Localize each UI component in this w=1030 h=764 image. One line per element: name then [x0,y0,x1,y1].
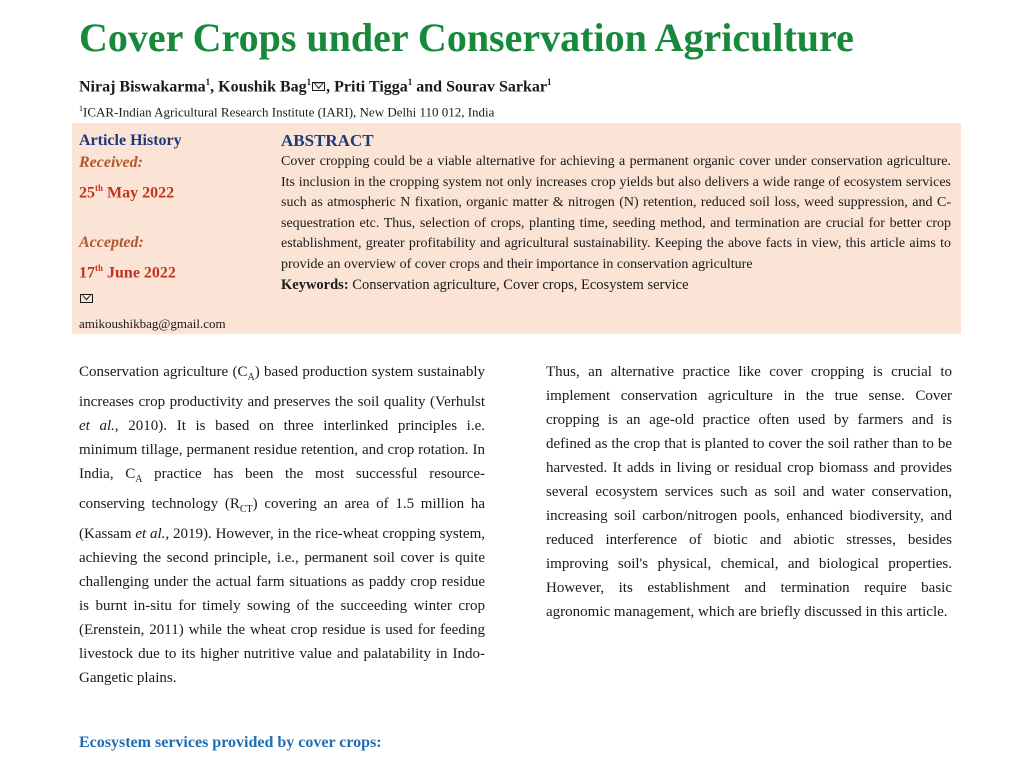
section-heading: Ecosystem services provided by cover crops: [79,734,382,751]
author-affil-sup: 1 [546,77,552,87]
affiliation-sup: 1 [79,104,83,113]
body-column-right: Thus, an alternative practice like cover cropping is crucial to implement conservation agriculture in the true sense. Cover cropping is an age-old practice often used by farmers and is defined as the crop that is planted to cover the soil rather than to be harvested. It adds in living or residual crop biomass and provides several ecosystem services such as soil and water conservation, increasing soil carbon/nitrogen pools, enhanced biodiversity, and reduced interference of biotic and abiotic stresses, besides improving soil's physical, chemical, and biological properties. However, its establishment and termination require basic agronomic management, which are briefly discussed in this article. [546,364,952,620]
abstract-title: ABSTRACT [281,131,374,150]
body-text: Conservation agriculture (C [79,364,248,380]
body-text: practice has been the most successful resource-conserving technology (R [79,466,485,512]
keywords-label: Keywords: [281,277,349,293]
body-column-left [79,360,485,690]
body-text: , 2019). However, in the rice-wheat cropping system, achieving the second principle, i.e., permanent soil cover is quite challenging under the actual farm situations as paddy crop residue is burnt in-situ for timely sowing of the succeeding winter crop (Erenstein, 2011) while the wheat crop residue is used for feeding livestock due to its higher nutritive value and palatability in Indo-Gangetic plains. [79,526,485,686]
article-history [79,130,269,334]
received-date [79,177,269,204]
abstract-text: Cover cropping could be a viable alternative for achieving a permanent organic cover under conservation agriculture. Its inclusion in the cropping system not only increases crop yields but also delivers a wide range of ecosystem services such as atmospheric N fixation, organic matter & nitrogen (N) retention, reduced soil loss, weed suppression, and C-sequestration etc. Thus, selection of crops, planting time, seeding method, and termination are crucial for better crop establishment, greater profitability and agricultural sustainability. Keeping the above facts in view, this article aims to provide an overview of cover crops and their importance in conservation agriculture [281,154,951,272]
accepted-day-suffix: th [95,263,104,274]
subscript: CT [239,504,253,515]
article-title: Cover Crops under Conservation Agriculture [79,15,854,60]
keywords [281,275,951,295]
author-list: Niraj Biswakarma$^1$, Koushik Bag$^1$ , Priti Tigga$^1$ and Sourav Sarkar$^1$ [79,77,552,96]
affiliation [79,98,979,123]
accepted-month-year: June 2022 [107,264,176,282]
author-name: Niraj Biswakarma [79,78,206,96]
subscript: A [247,372,255,383]
body-text: ) covering an area of 1.5 million ha (Kassam [79,496,485,542]
author-affil-sup: 1 [306,77,312,87]
author-affil-sup: 1 [407,77,413,87]
history-title: Article History [79,132,182,149]
author-affil-sup: 1 [205,77,211,87]
citation-etal: et al. [79,418,115,434]
author-name: Koushik Bag [218,78,307,96]
subscript: A [135,474,143,485]
received-month-year: May 2022 [107,184,175,202]
accepted-day: 17 [79,264,95,282]
abstract-section [281,130,951,295]
received-label: Received: [79,154,143,171]
accepted-date [79,257,269,284]
received-day-suffix: th [95,183,104,193]
body-text: ) based production system sustainably increases crop productivity and preserves the soil quality (Verhulst [79,364,485,410]
body-text: , 2010). It is based on three interlinked principles i.e. minimum tillage, permanent residue retention, and crop rotation. In India, C [79,418,486,482]
corresponding-email[interactable]: amikoushikbag@gmail.com [79,315,226,331]
author-name: Priti Tigga [334,78,408,96]
envelope-icon [80,294,93,303]
author-conjunction: and [416,78,443,96]
envelope-icon [312,82,325,91]
author-name: Sourav Sarkar [446,78,547,96]
received-day: 25 [79,184,95,202]
accepted-label: Accepted: [79,234,144,252]
citation-etal: et al. [135,526,166,542]
keywords-text: Conservation agriculture, Cover crops, Ecosystem service [352,277,689,293]
affiliation-text: ICAR-Indian Agricultural Research Institute (IARI), New Delhi 110 012, India [83,104,495,120]
